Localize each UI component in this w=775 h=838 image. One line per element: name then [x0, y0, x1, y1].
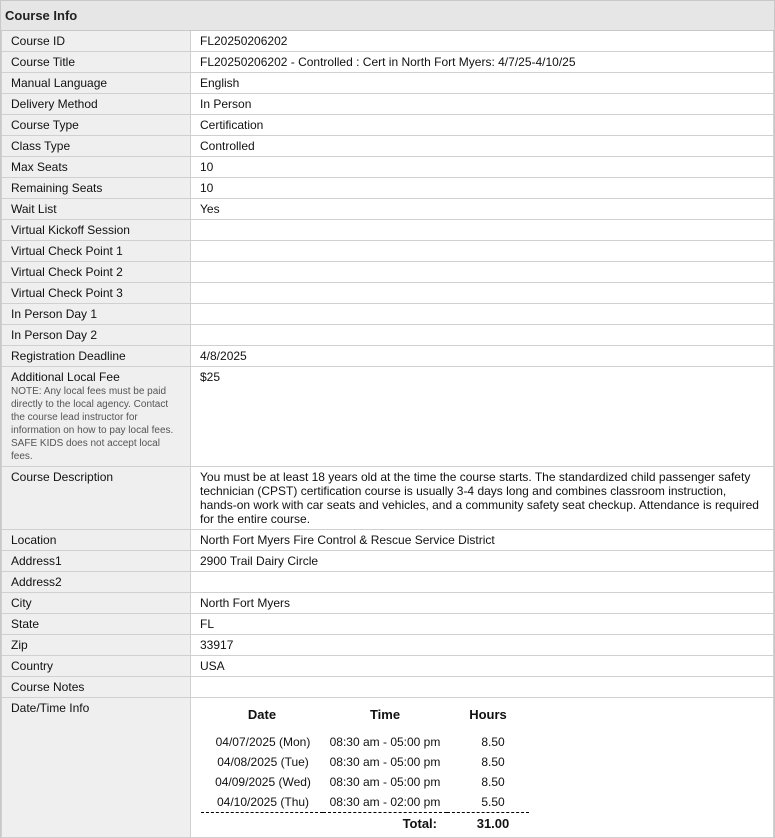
field-value: Certification [191, 115, 774, 136]
session-time: 08:30 am - 02:00 pm [329, 795, 441, 809]
field-value: North Fort Myers Fire Control & Rescue Service District [191, 530, 774, 551]
schedule-row [201, 752, 529, 772]
schedule-row [201, 792, 529, 813]
field-value [191, 241, 774, 262]
row-max-seats [2, 157, 774, 178]
field-label: Date/Time Info [2, 698, 191, 838]
row-registration-deadline [2, 346, 774, 367]
field-value: $25 [191, 367, 774, 467]
row-city [2, 593, 774, 614]
field-label: State [2, 614, 191, 635]
field-value [191, 677, 774, 698]
field-value: FL20250206202 - Controlled : Cert in North Fort Myers: 4/7/25-4/10/25 [191, 52, 774, 73]
row-additional-local-fee [2, 367, 774, 467]
row-country [2, 656, 774, 677]
field-value [191, 572, 774, 593]
schedule-total-row [201, 813, 529, 835]
row-delivery-method [2, 94, 774, 115]
row-course-title [2, 52, 774, 73]
field-label: Virtual Check Point 1 [2, 241, 191, 262]
field-label-cell [2, 367, 191, 467]
field-label: Virtual Check Point 2 [2, 262, 191, 283]
row-class-type [2, 136, 774, 157]
field-label: Address2 [2, 572, 191, 593]
date-time-cell [191, 698, 774, 838]
row-manual-language [2, 73, 774, 94]
row-address1 [2, 551, 774, 572]
hours-header: Hours [469, 707, 507, 722]
row-virtual-checkpoint-2 [2, 262, 774, 283]
field-label: Course Title [2, 52, 191, 73]
total-hours: 31.00 [447, 813, 529, 835]
field-value [191, 262, 774, 283]
field-label: Registration Deadline [2, 346, 191, 367]
row-location [2, 530, 774, 551]
field-label: City [2, 593, 191, 614]
field-label: Course Type [2, 115, 191, 136]
field-label: Wait List [2, 199, 191, 220]
field-label: Virtual Kickoff Session [2, 220, 191, 241]
field-label: Max Seats [2, 157, 191, 178]
field-value [191, 304, 774, 325]
row-in-person-day-2 [2, 325, 774, 346]
row-virtual-checkpoint-3 [2, 283, 774, 304]
row-course-type [2, 115, 774, 136]
field-label: Address1 [2, 551, 191, 572]
field-label: In Person Day 2 [2, 325, 191, 346]
field-value: Yes [191, 199, 774, 220]
field-value: FL20250206202 [191, 31, 774, 52]
session-date: 04/09/2025 (Wed) [215, 775, 311, 789]
row-course-description [2, 467, 774, 530]
field-label: Zip [2, 635, 191, 656]
session-hours: 5.50 [481, 795, 505, 809]
row-zip [2, 635, 774, 656]
field-value: 33917 [191, 635, 774, 656]
field-value: FL [191, 614, 774, 635]
total-label: Total: [323, 813, 447, 835]
field-value: USA [191, 656, 774, 677]
row-state [2, 614, 774, 635]
field-value: 10 [191, 178, 774, 199]
field-label: Country [2, 656, 191, 677]
local-fee-note: NOTE: Any local fees must be paid directly to the local agency. Contact the course lead instructor for information on how to pay local fees. SAFE KIDS does not accept local fees. [11, 386, 174, 462]
field-label: Virtual Check Point 3 [2, 283, 191, 304]
time-header: Time [369, 707, 401, 722]
field-value [191, 283, 774, 304]
row-date-time-info [2, 698, 774, 838]
row-wait-list [2, 199, 774, 220]
field-label: In Person Day 1 [2, 304, 191, 325]
field-label: Remaining Seats [2, 178, 191, 199]
total-spacer [201, 813, 323, 835]
row-address2 [2, 572, 774, 593]
field-label: Class Type [2, 136, 191, 157]
field-value [191, 220, 774, 241]
row-remaining-seats [2, 178, 774, 199]
session-date: 04/08/2025 (Tue) [217, 755, 309, 769]
row-virtual-kickoff [2, 220, 774, 241]
section-title: Course Info [1, 1, 774, 31]
session-date: 04/10/2025 (Thu) [216, 795, 310, 809]
row-course-notes [2, 677, 774, 698]
schedule-header-row [201, 704, 529, 732]
field-value: Controlled [191, 136, 774, 157]
field-label: Course Description [2, 467, 191, 530]
field-value: North Fort Myers [191, 593, 774, 614]
schedule-row [201, 732, 529, 752]
field-value: 2900 Trail Dairy Circle [191, 551, 774, 572]
field-value [191, 325, 774, 346]
row-virtual-checkpoint-1 [2, 241, 774, 262]
schedule-table [201, 704, 529, 834]
field-value: English [191, 73, 774, 94]
course-info-table [1, 31, 774, 838]
session-hours: 8.50 [481, 775, 505, 789]
field-label: Location [2, 530, 191, 551]
session-hours: 8.50 [481, 755, 505, 769]
field-label: Course ID [2, 31, 191, 52]
session-hours: 8.50 [481, 735, 505, 749]
field-label: Additional Local Fee [11, 370, 120, 384]
schedule-row [201, 772, 529, 792]
session-time: 08:30 am - 05:00 pm [329, 775, 441, 789]
session-time: 08:30 am - 05:00 pm [329, 755, 441, 769]
session-date: 04/07/2025 (Mon) [215, 735, 311, 749]
field-value: 10 [191, 157, 774, 178]
field-value: You must be at least 18 years old at the time the course starts. The standardized child passenger safety technician (CPST) certification course is usually 3-4 days long and combines classroom instruction, hands-on work with car seats and vehicles, and a community safety seat checkup. Attendance is required for the entire course. [191, 467, 774, 530]
field-label: Delivery Method [2, 94, 191, 115]
field-label: Manual Language [2, 73, 191, 94]
field-value: In Person [191, 94, 774, 115]
row-course-id [2, 31, 774, 52]
row-in-person-day-1 [2, 304, 774, 325]
field-value: 4/8/2025 [191, 346, 774, 367]
date-header: Date [247, 707, 277, 722]
session-time: 08:30 am - 05:00 pm [329, 735, 441, 749]
field-label: Course Notes [2, 677, 191, 698]
